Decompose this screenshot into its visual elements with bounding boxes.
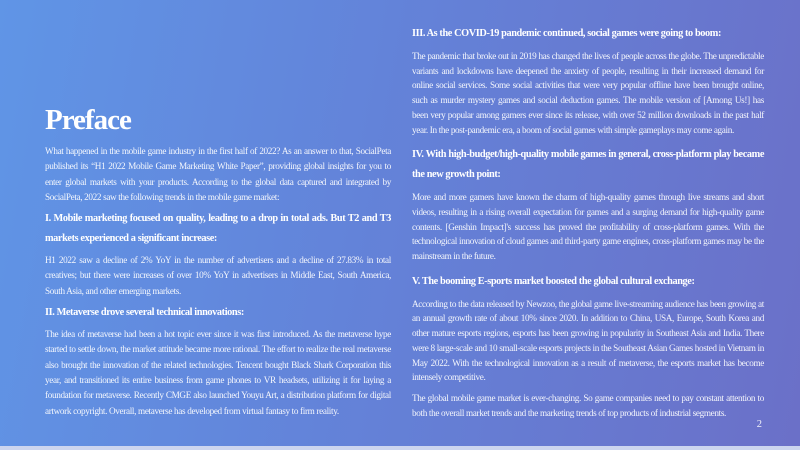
section-heading-cross-platform: IV. With high-budget/high-quality mobile games in general, cross-platform play became the new growth point:	[412, 149, 764, 181]
section-heading-mobile-marketing: I. Mobile marketing focused on quality, leading to a drop in total ads. But T2 and T3 markets experienced a significant increase:	[45, 213, 391, 245]
section-body-covid-social-games: The pandemic that broke out in 2019 has changed the lives of people across the globe. The unpredictable variants and lockdowns have deepened the anxiety of people, resulting in their increased demand for online social services. Some social activities that were very popular offline have been brought online, such as murder mystery games and social deduction games. The mobile version of [Among Us!] has been very popular among gamers ever since its release, with over 52 million downloads in the past half year. In the post-pandemic era, a boom of social games with simple gameplays may come again.	[412, 51, 764, 135]
section-heading-metaverse: II. Metaverse drove several technical innovations:	[45, 307, 244, 319]
next-page-edge	[0, 446, 800, 450]
left-column	[45, 0, 391, 423]
section-heading-esports: V. The booming E-sports market boosted the global cultural exchange:	[412, 275, 695, 287]
section-body-metaverse: The idea of metaverse had been a hot topic ever since it was first introduced. As the metaverse hype started to settle down, the market attitude became more rational. The effort to realize the real metaverse also brought the innovation of the related technologies. Tencent bought Black Shark Corporation this year, and transitioned its entire business from game phones to VR headsets, utilizing it for laying a foundation for metaverse. Recently CMGE also launched Youyu Art, a distribution platform for digital artwork copyright. Overall, metaverse has developed from virtual fantasy to firm reality.	[45, 329, 391, 416]
section-heading-covid-social-games: III. As the COVID-19 pandemic continued, social games were going to boom:	[412, 28, 721, 39]
intro-paragraph: What happened in the mobile game industry in the first half of 2022? As an answer to that, SocialPeta published its “H1 2022 Mobile Game Marketing White Paper”, providing global insights for you to enter global markets with your products. According to the global data captured and integrated by SocialPeta, 2022 saw the following trends in the mobile game market:	[45, 146, 391, 202]
section-body-cross-platform: More and more gamers have known the charm of high-quality games through live streams and short videos, resulting in a rising overall expectation for games and a surging demand for high-quality game contents. [Genshin Impact]'s success has proved the profitability of cross-platform games. With the technological innovation of cloud games and third-party game engines, cross-platform games may be the mainstream in the future.	[412, 192, 764, 262]
right-column	[412, 0, 764, 426]
section-body-esports: According to the data released by Newzoo, the global game live-streaming audience has been growing at an annual growth rate of about 10% since 2020. In addition to China, USA, Europe, South Korea and other mature esports regions, esports has been growing in popularity in Southeast Asia and India. There were 8 large-scale and 10 small-scale esports projects in the Southeast Asian Games hosted in Vietnam in May 2022. With the technological innovation as a result of metaverse, the esports market has become intensely competitive.	[412, 298, 764, 383]
section-body-mobile-marketing: H1 2022 saw a decline of 2% YoY in the number of advertisers and a decline of 27.83% in total creatives; but there were increases of over 10% YoY in advertisers in Middle East, South America, South Asia, and other emerging markets.	[45, 255, 391, 296]
closing-paragraph: The global mobile game market is ever-changing. So game companies need to pay constant attention to both the overall market trends and the marketing trends of top products of industrial segments.	[412, 392, 764, 418]
page-title: Preface	[45, 104, 131, 136]
page-number: 2	[756, 419, 762, 430]
